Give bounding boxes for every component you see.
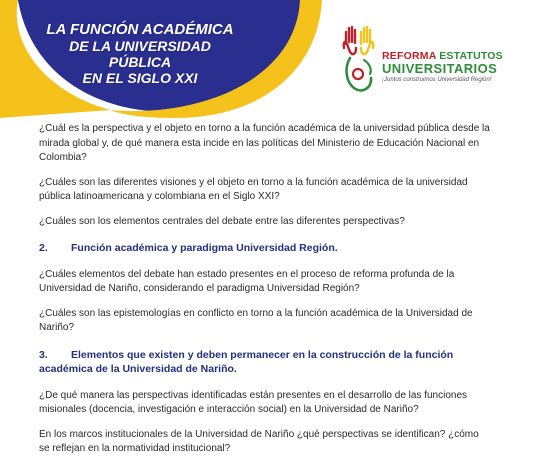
question-paragraph: ¿Cuáles son las diferentes visiones y el objeto en torno a la función académica de la universidad pública latinoamericana y colombiana en el Siglo XXI? (39, 176, 468, 202)
question-paragraph: En los marcos institucionales de la Universidad de Nariño ¿qué perspectivas se identifican? ¿cómo se reflejan en la normatividad institucional? (39, 428, 479, 454)
logo-word-reforma: REFORMA (382, 50, 437, 62)
section-number: 2. (39, 242, 48, 254)
logo-line-2: UNIVERSITARIOS (382, 61, 498, 76)
logo-text (382, 50, 503, 84)
section-number: 3. (39, 348, 48, 361)
logo-tagline: ¡Juntos construimos Universidad Región! (382, 77, 492, 83)
title-line-2: DE LA UNIVERSIDAD PÚBLICA (69, 38, 211, 70)
question-paragraph: ¿Cuáles elementos del debate han estado presentes en el proceso de reforma profunda de la Universidad de Nariño, considerando el paradigma Universidad Región? (39, 268, 455, 294)
question-paragraph: ¿De qué manera las perspectivas identificadas están presentes en el desarrollo de las funciones misionales (docencia, investigación e interacción social) en la Universidad de Nariño? (39, 389, 468, 415)
logo-word-estatutos: ESTATUTOS (439, 50, 503, 62)
question-paragraph: ¿Cuáles son los elementos centrales del debate entre las diferentes perspectivas? (39, 215, 405, 227)
section-title: Elementos que existen y deben permanecer en la construcción de la función académica de la Universidad de Nariño. (39, 348, 454, 375)
reforma-logo (338, 20, 503, 100)
question-paragraph: ¿Cuál es la perspectiva y el objeto en torno a la función académica de la universidad pública desde la mirada global y, de qué manera esta incide en las políticas del Ministerio de Educación Nacional en Colombia? (39, 123, 490, 163)
document-body (39, 122, 491, 457)
title-line-3: EN EL SIGLO XXI (82, 70, 198, 86)
question-paragraph: ¿Cuáles son las epistemologías en conflicto en torno a la función académica de la Universidad de Nariño? (39, 307, 473, 333)
section-title: Función académica y paradigma Universidad Región. (71, 242, 338, 254)
hands-logo-icon (340, 22, 378, 98)
page-title (40, 22, 240, 86)
section-heading-2 (39, 241, 491, 256)
title-line-1: LA FUNCIÓN ACADÉMICA (46, 21, 234, 38)
section-heading-3 (39, 348, 491, 377)
